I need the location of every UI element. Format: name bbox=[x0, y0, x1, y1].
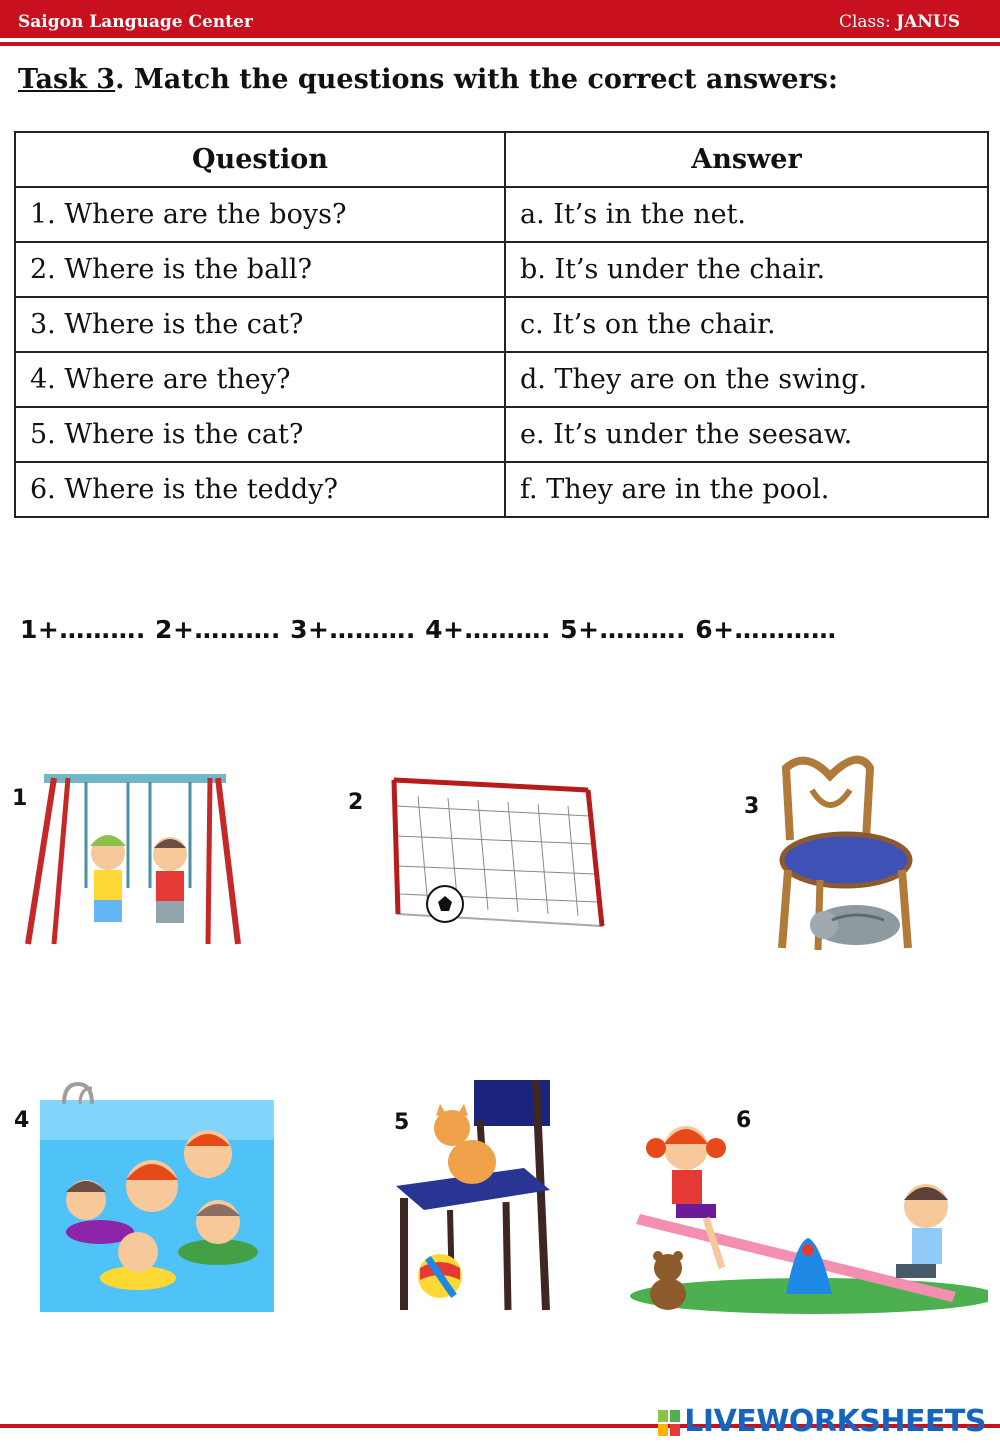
picture-number: 6 bbox=[736, 1108, 752, 1133]
pool-icon bbox=[40, 1082, 274, 1312]
picture-number: 2 bbox=[348, 790, 364, 815]
table-row bbox=[15, 352, 988, 407]
seesaw-icon bbox=[626, 1118, 988, 1318]
swing-icon bbox=[24, 768, 246, 950]
question-cell: 4. Where are they? bbox=[15, 352, 505, 407]
page-header bbox=[0, 0, 1000, 38]
table-row bbox=[15, 242, 988, 297]
table-row bbox=[15, 297, 988, 352]
class-info bbox=[839, 12, 960, 32]
picture-number: 1 bbox=[12, 786, 28, 811]
answer-cell: b. It’s under the chair. bbox=[505, 242, 988, 297]
table-header-row bbox=[15, 132, 988, 187]
picture-number: 3 bbox=[744, 794, 760, 819]
answer-cell: a. It’s in the net. bbox=[505, 187, 988, 242]
question-cell: 5. Where is the cat? bbox=[15, 407, 505, 462]
task-title bbox=[18, 64, 838, 95]
school-name: Saigon Language Center bbox=[18, 12, 253, 32]
chair-ball-icon bbox=[394, 1074, 562, 1314]
question-cell: 6. Where is the teddy? bbox=[15, 462, 505, 517]
table-row bbox=[15, 187, 988, 242]
task-instruction: . Match the questions with the correct answers: bbox=[115, 64, 838, 95]
picture-number: 4 bbox=[14, 1108, 30, 1133]
answer-cell: f. They are in the pool. bbox=[505, 462, 988, 517]
question-cell: 2. Where is the ball? bbox=[15, 242, 505, 297]
question-cell: 1. Where are the boys? bbox=[15, 187, 505, 242]
answer-blanks-line[interactable]: 1+………. 2+………. 3+………. 4+………. 5+………. 6+………… bbox=[20, 615, 837, 644]
liveworksheets-mark-icon bbox=[658, 1410, 680, 1436]
class-name: JANUS bbox=[896, 12, 960, 32]
question-cell: 3. Where is the cat? bbox=[15, 297, 505, 352]
task-label: Task 3 bbox=[18, 64, 116, 95]
chair-cat-icon bbox=[772, 750, 916, 960]
header-divider bbox=[0, 42, 1000, 46]
table-row bbox=[15, 407, 988, 462]
answer-cell: d. They are on the swing. bbox=[505, 352, 988, 407]
picture-number: 5 bbox=[394, 1110, 410, 1135]
table-row bbox=[15, 462, 988, 517]
question-header: Question bbox=[15, 132, 505, 187]
class-label: Class: bbox=[838, 12, 891, 32]
liveworksheets-logo bbox=[658, 1404, 986, 1439]
match-table bbox=[14, 131, 989, 518]
answer-cell: c. It’s on the chair. bbox=[505, 297, 988, 352]
answer-cell: e. It’s under the seesaw. bbox=[505, 407, 988, 462]
goal-net-icon bbox=[388, 776, 610, 942]
answer-header: Answer bbox=[505, 132, 988, 187]
brand-name: LIVEWORKSHEETS bbox=[684, 1404, 986, 1439]
